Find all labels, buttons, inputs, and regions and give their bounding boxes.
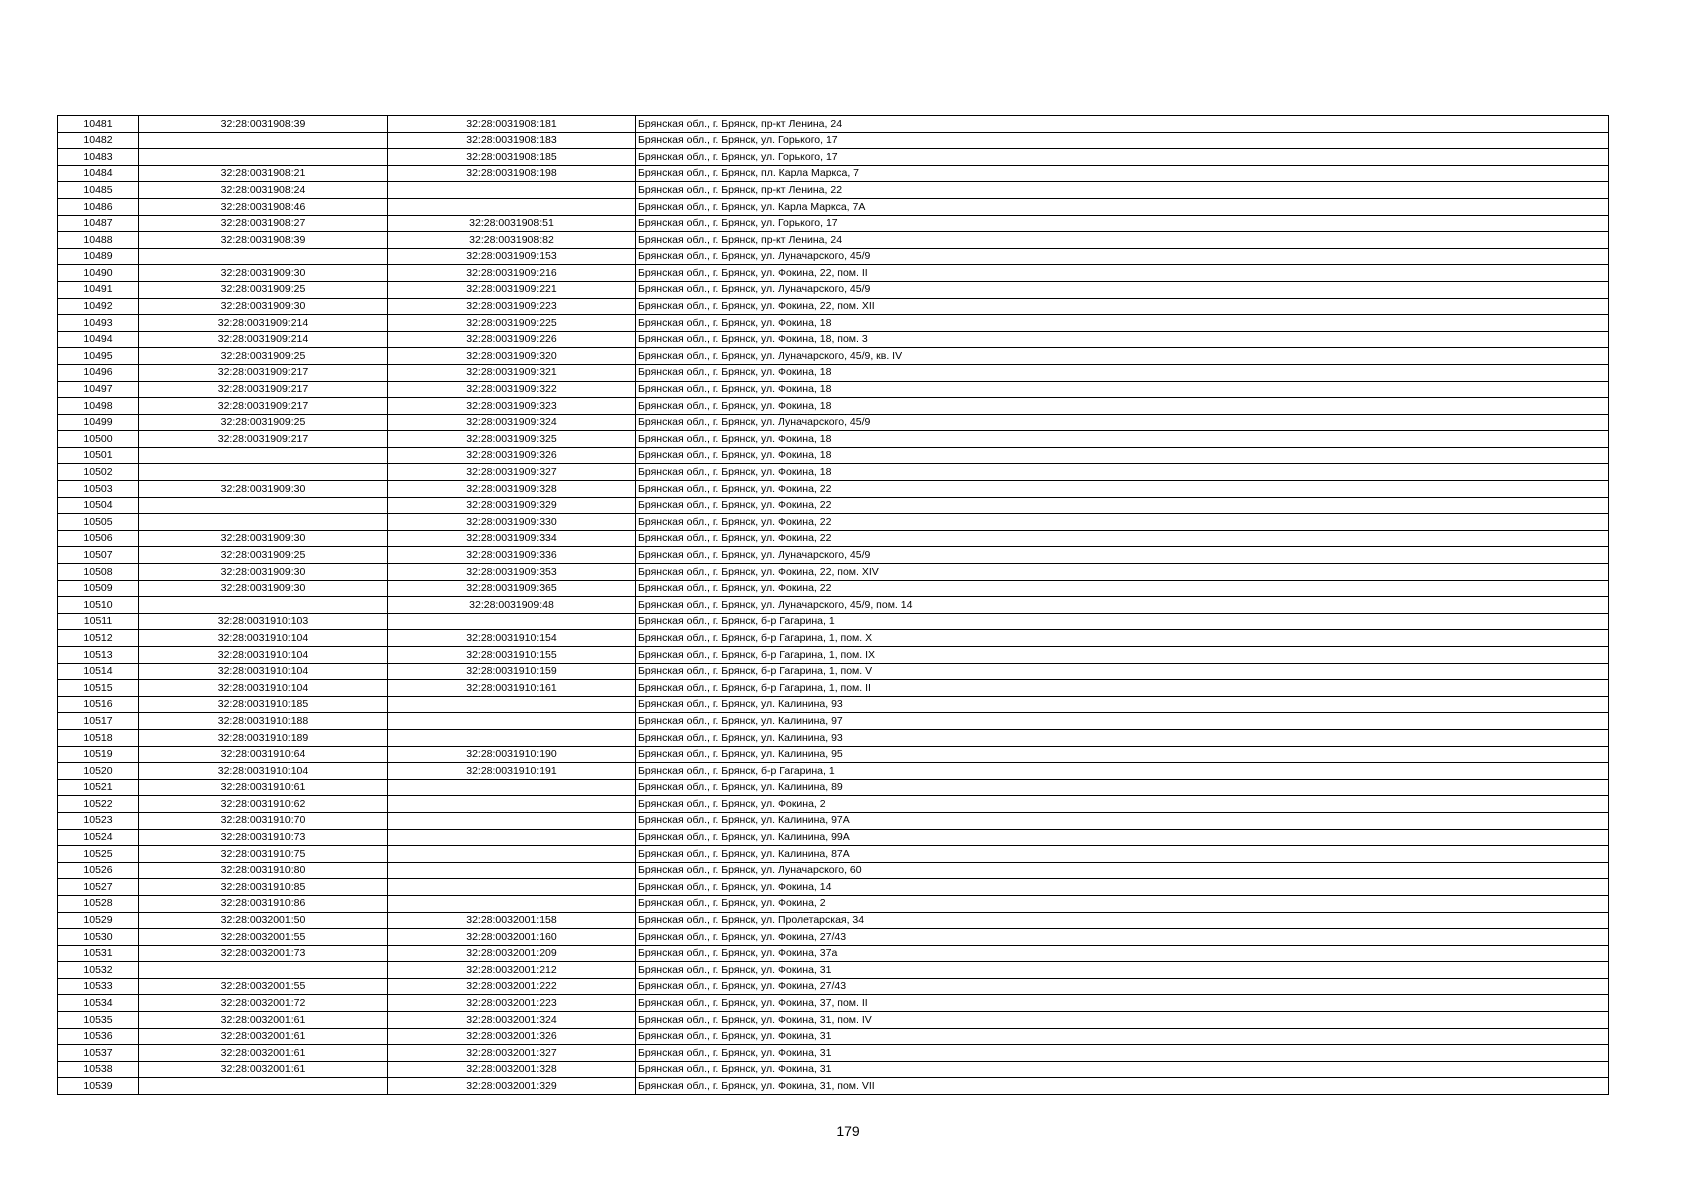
address-cell: Брянская обл., г. Брянск, ул. Калинина, 93: [636, 729, 1609, 746]
object-cadastral-number-cell: 32:28:0032001:324: [388, 1012, 636, 1029]
table-row: [58, 1078, 1609, 1095]
land-cadastral-number-cell: 32:28:0031910:85: [139, 879, 388, 896]
land-cadastral-number-cell: 32:28:0031908:46: [139, 198, 388, 215]
object-cadastral-number-cell: 32:28:0031910:191: [388, 763, 636, 780]
address-cell: Брянская обл., г. Брянск, ул. Калинина, 93: [636, 696, 1609, 713]
table-row: [58, 696, 1609, 713]
row-number-cell: 10537: [58, 1045, 139, 1062]
land-cadastral-number-cell: 32:28:0031909:25: [139, 414, 388, 431]
table-row: [58, 945, 1609, 962]
table-row: [58, 381, 1609, 398]
row-number-cell: 10484: [58, 165, 139, 182]
row-number-cell: 10519: [58, 746, 139, 763]
land-cadastral-number-cell: [139, 132, 388, 149]
address-cell: Брянская обл., г. Брянск, б-р Гагарина, 1: [636, 763, 1609, 780]
table-row: [58, 580, 1609, 597]
land-cadastral-number-cell: 32:28:0031909:217: [139, 398, 388, 415]
address-cell: Брянская обл., г. Брянск, ул. Фокина, 18: [636, 315, 1609, 332]
address-cell: Брянская обл., г. Брянск, ул. Фокина, 18: [636, 431, 1609, 448]
land-cadastral-number-cell: 32:28:0031909:30: [139, 265, 388, 282]
row-number-cell: 10505: [58, 514, 139, 531]
land-cadastral-number-cell: 32:28:0031909:30: [139, 564, 388, 581]
land-cadastral-number-cell: [139, 1078, 388, 1095]
row-number-cell: 10490: [58, 265, 139, 282]
row-number-cell: 10502: [58, 464, 139, 481]
address-cell: Брянская обл., г. Брянск, ул. Фокина, 31: [636, 962, 1609, 979]
row-number-cell: 10510: [58, 597, 139, 614]
object-cadastral-number-cell: 32:28:0031909:223: [388, 298, 636, 315]
row-number-cell: 10504: [58, 497, 139, 514]
row-number-cell: 10489: [58, 248, 139, 265]
table-row: [58, 232, 1609, 249]
table-row: [58, 132, 1609, 149]
address-cell: Брянская обл., г. Брянск, ул. Калинина, 97: [636, 713, 1609, 730]
table-row: [58, 414, 1609, 431]
address-cell: Брянская обл., г. Брянск, ул. Фокина, 14: [636, 879, 1609, 896]
row-number-cell: 10534: [58, 995, 139, 1012]
object-cadastral-number-cell: [388, 779, 636, 796]
object-cadastral-number-cell: [388, 796, 636, 813]
land-cadastral-number-cell: 32:28:0031909:30: [139, 580, 388, 597]
land-cadastral-number-cell: 32:28:0031908:21: [139, 165, 388, 182]
address-cell: Брянская обл., г. Брянск, ул. Фокина, 18: [636, 447, 1609, 464]
address-cell: Брянская обл., г. Брянск, ул. Фокина, 18, пом. 3: [636, 331, 1609, 348]
row-number-cell: 10487: [58, 215, 139, 232]
address-cell: Брянская обл., г. Брянск, ул. Фокина, 18: [636, 464, 1609, 481]
address-cell: Брянская обл., г. Брянск, ул. Фокина, 2: [636, 796, 1609, 813]
row-number-cell: 10527: [58, 879, 139, 896]
address-cell: Брянская обл., г. Брянск, ул. Фокина, 31: [636, 1045, 1609, 1062]
address-cell: Брянская обл., г. Брянск, ул. Фокина, 22: [636, 514, 1609, 531]
object-cadastral-number-cell: [388, 829, 636, 846]
address-cell: Брянская обл., г. Брянск, ул. Фокина, 2: [636, 895, 1609, 912]
address-cell: Брянская обл., г. Брянск, б-р Гагарина, 1, пом. V: [636, 663, 1609, 680]
table-row: [58, 182, 1609, 199]
object-cadastral-number-cell: 32:28:0031909:365: [388, 580, 636, 597]
object-cadastral-number-cell: 32:28:0031909:329: [388, 497, 636, 514]
row-number-cell: 10517: [58, 713, 139, 730]
address-cell: Брянская обл., г. Брянск, б-р Гагарина, 1: [636, 613, 1609, 630]
object-cadastral-number-cell: 32:28:0031910:159: [388, 663, 636, 680]
page-number: 179: [836, 1123, 860, 1139]
address-cell: Брянская обл., г. Брянск, ул. Луначарского, 45/9, пом. 14: [636, 597, 1609, 614]
address-cell: Брянская обл., г. Брянск, ул. Фокина, 27/43: [636, 978, 1609, 995]
address-cell: Брянская обл., г. Брянск, б-р Гагарина, 1, пом. II: [636, 680, 1609, 697]
object-cadastral-number-cell: 32:28:0031909:353: [388, 564, 636, 581]
land-cadastral-number-cell: 32:28:0031909:25: [139, 348, 388, 365]
land-cadastral-number-cell: 32:28:0032001:72: [139, 995, 388, 1012]
object-cadastral-number-cell: 32:28:0031909:328: [388, 481, 636, 498]
object-cadastral-number-cell: 32:28:0031910:155: [388, 647, 636, 664]
address-cell: Брянская обл., г. Брянск, ул. Фокина, 22: [636, 497, 1609, 514]
land-cadastral-number-cell: 32:28:0031909:217: [139, 431, 388, 448]
table-row: [58, 796, 1609, 813]
address-cell: Брянская обл., г. Брянск, ул. Калинина, 89: [636, 779, 1609, 796]
address-cell: Брянская обл., г. Брянск, ул. Фокина, 18: [636, 364, 1609, 381]
table-row: [58, 995, 1609, 1012]
row-number-cell: 10488: [58, 232, 139, 249]
object-cadastral-number-cell: 32:28:0031909:334: [388, 530, 636, 547]
land-cadastral-number-cell: 32:28:0031908:39: [139, 232, 388, 249]
land-cadastral-number-cell: 32:28:0032001:61: [139, 1061, 388, 1078]
table-row: [58, 829, 1609, 846]
land-cadastral-number-cell: [139, 962, 388, 979]
table-row: [58, 1028, 1609, 1045]
object-cadastral-number-cell: 32:28:0031909:323: [388, 398, 636, 415]
table-row: [58, 198, 1609, 215]
row-number-cell: 10521: [58, 779, 139, 796]
address-cell: Брянская обл., г. Брянск, ул. Фокина, 22, пом. XIV: [636, 564, 1609, 581]
table-row: [58, 812, 1609, 829]
object-cadastral-number-cell: [388, 696, 636, 713]
address-cell: Брянская обл., г. Брянск, ул. Фокина, 22: [636, 580, 1609, 597]
object-cadastral-number-cell: 32:28:0031910:190: [388, 746, 636, 763]
land-cadastral-number-cell: 32:28:0032001:61: [139, 1028, 388, 1045]
row-number-cell: 10508: [58, 564, 139, 581]
table-row: [58, 514, 1609, 531]
land-cadastral-number-cell: 32:28:0031910:62: [139, 796, 388, 813]
row-number-cell: 10536: [58, 1028, 139, 1045]
land-cadastral-number-cell: 32:28:0031910:185: [139, 696, 388, 713]
table-row: [58, 613, 1609, 630]
address-cell: Брянская обл., г. Брянск, ул. Луначарского, 45/9, кв. IV: [636, 348, 1609, 365]
table-row: [58, 630, 1609, 647]
address-cell: Брянская обл., г. Брянск, пр-кт Ленина, 24: [636, 116, 1609, 133]
land-cadastral-number-cell: [139, 514, 388, 531]
row-number-cell: 10515: [58, 680, 139, 697]
object-cadastral-number-cell: 32:28:0031909:153: [388, 248, 636, 265]
address-cell: Брянская обл., г. Брянск, ул. Калинина, 95: [636, 746, 1609, 763]
address-cell: Брянская обл., г. Брянск, ул. Фокина, 37а: [636, 945, 1609, 962]
row-number-cell: 10498: [58, 398, 139, 415]
address-cell: Брянская обл., г. Брянск, ул. Фокина, 22, пом. XII: [636, 298, 1609, 315]
table-row: [58, 912, 1609, 929]
row-number-cell: 10494: [58, 331, 139, 348]
address-cell: Брянская обл., г. Брянск, ул. Фокина, 31: [636, 1061, 1609, 1078]
land-cadastral-number-cell: 32:28:0031910:104: [139, 647, 388, 664]
land-cadastral-number-cell: 32:28:0031910:104: [139, 763, 388, 780]
object-cadastral-number-cell: 32:28:0031909:48: [388, 597, 636, 614]
land-cadastral-number-cell: 32:28:0031909:217: [139, 364, 388, 381]
object-cadastral-number-cell: 32:28:0031909:324: [388, 414, 636, 431]
table-row: [58, 265, 1609, 282]
registry-table: [57, 115, 1609, 1095]
table-row: [58, 530, 1609, 547]
address-cell: Брянская обл., г. Брянск, ул. Фокина, 31, пом. VII: [636, 1078, 1609, 1095]
address-cell: Брянская обл., г. Брянск, ул. Луначарского, 45/9: [636, 414, 1609, 431]
table-row: [58, 846, 1609, 863]
table-row: [58, 663, 1609, 680]
table-row: [58, 447, 1609, 464]
row-number-cell: 10514: [58, 663, 139, 680]
object-cadastral-number-cell: 32:28:0031908:181: [388, 116, 636, 133]
table-row: [58, 116, 1609, 133]
row-number-cell: 10526: [58, 862, 139, 879]
table-row: [58, 647, 1609, 664]
row-number-cell: 10496: [58, 364, 139, 381]
row-number-cell: 10493: [58, 315, 139, 332]
address-cell: Брянская обл., г. Брянск, б-р Гагарина, 1, пом. IX: [636, 647, 1609, 664]
land-cadastral-number-cell: 32:28:0031908:24: [139, 182, 388, 199]
table-row: [58, 149, 1609, 166]
address-cell: Брянская обл., г. Брянск, пр-кт Ленина, 22: [636, 182, 1609, 199]
row-number-cell: 10486: [58, 198, 139, 215]
object-cadastral-number-cell: 32:28:0031909:336: [388, 547, 636, 564]
row-number-cell: 10481: [58, 116, 139, 133]
object-cadastral-number-cell: 32:28:0031910:154: [388, 630, 636, 647]
row-number-cell: 10530: [58, 929, 139, 946]
object-cadastral-number-cell: 32:28:0032001:329: [388, 1078, 636, 1095]
table-row: [58, 978, 1609, 995]
land-cadastral-number-cell: 32:28:0032001:55: [139, 978, 388, 995]
table-row: [58, 1061, 1609, 1078]
object-cadastral-number-cell: 32:28:0032001:327: [388, 1045, 636, 1062]
row-number-cell: 10501: [58, 447, 139, 464]
registry-table-body: [58, 116, 1609, 1095]
row-number-cell: 10483: [58, 149, 139, 166]
land-cadastral-number-cell: 32:28:0031910:104: [139, 680, 388, 697]
object-cadastral-number-cell: 32:28:0031908:185: [388, 149, 636, 166]
object-cadastral-number-cell: 32:28:0031909:225: [388, 315, 636, 332]
address-cell: Брянская обл., г. Брянск, ул. Пролетарская, 34: [636, 912, 1609, 929]
object-cadastral-number-cell: [388, 846, 636, 863]
row-number-cell: 10482: [58, 132, 139, 149]
land-cadastral-number-cell: 32:28:0032001:73: [139, 945, 388, 962]
row-number-cell: 10518: [58, 729, 139, 746]
land-cadastral-number-cell: 32:28:0031910:189: [139, 729, 388, 746]
table-row: [58, 729, 1609, 746]
table-row: [58, 215, 1609, 232]
object-cadastral-number-cell: [388, 713, 636, 730]
row-number-cell: 10522: [58, 796, 139, 813]
table-row: [58, 348, 1609, 365]
table-row: [58, 746, 1609, 763]
table-row: [58, 464, 1609, 481]
row-number-cell: 10516: [58, 696, 139, 713]
land-cadastral-number-cell: 32:28:0031909:30: [139, 530, 388, 547]
row-number-cell: 10528: [58, 895, 139, 912]
object-cadastral-number-cell: [388, 879, 636, 896]
table-row: [58, 1012, 1609, 1029]
row-number-cell: 10538: [58, 1061, 139, 1078]
address-cell: Брянская обл., г. Брянск, б-р Гагарина, 1, пом. X: [636, 630, 1609, 647]
object-cadastral-number-cell: 32:28:0031909:320: [388, 348, 636, 365]
object-cadastral-number-cell: 32:28:0032001:223: [388, 995, 636, 1012]
land-cadastral-number-cell: [139, 248, 388, 265]
row-number-cell: 10531: [58, 945, 139, 962]
land-cadastral-number-cell: 32:28:0031910:80: [139, 862, 388, 879]
land-cadastral-number-cell: 32:28:0031909:30: [139, 298, 388, 315]
object-cadastral-number-cell: 32:28:0031909:221: [388, 281, 636, 298]
row-number-cell: 10535: [58, 1012, 139, 1029]
address-cell: Брянская обл., г. Брянск, пл. Карла Маркса, 7: [636, 165, 1609, 182]
land-cadastral-number-cell: 32:28:0031910:86: [139, 895, 388, 912]
object-cadastral-number-cell: 32:28:0031909:327: [388, 464, 636, 481]
row-number-cell: 10503: [58, 481, 139, 498]
object-cadastral-number-cell: 32:28:0031909:322: [388, 381, 636, 398]
land-cadastral-number-cell: 32:28:0031910:103: [139, 613, 388, 630]
object-cadastral-number-cell: 32:28:0031909:216: [388, 265, 636, 282]
table-row: [58, 547, 1609, 564]
table-row: [58, 165, 1609, 182]
land-cadastral-number-cell: [139, 497, 388, 514]
land-cadastral-number-cell: 32:28:0031910:73: [139, 829, 388, 846]
land-cadastral-number-cell: 32:28:0031910:70: [139, 812, 388, 829]
address-cell: Брянская обл., г. Брянск, ул. Горького, 17: [636, 149, 1609, 166]
row-number-cell: 10532: [58, 962, 139, 979]
row-number-cell: 10511: [58, 613, 139, 630]
table-row: [58, 315, 1609, 332]
table-row: [58, 962, 1609, 979]
object-cadastral-number-cell: 32:28:0031908:82: [388, 232, 636, 249]
row-number-cell: 10520: [58, 763, 139, 780]
table-row: [58, 763, 1609, 780]
table-row: [58, 331, 1609, 348]
table-row: [58, 779, 1609, 796]
row-number-cell: 10529: [58, 912, 139, 929]
object-cadastral-number-cell: [388, 729, 636, 746]
table-row: [58, 248, 1609, 265]
address-cell: Брянская обл., г. Брянск, ул. Фокина, 31, пом. IV: [636, 1012, 1609, 1029]
object-cadastral-number-cell: 32:28:0031910:161: [388, 680, 636, 697]
address-cell: Брянская обл., г. Брянск, ул. Горького, 17: [636, 215, 1609, 232]
land-cadastral-number-cell: 32:28:0031908:27: [139, 215, 388, 232]
land-cadastral-number-cell: 32:28:0031908:39: [139, 116, 388, 133]
row-number-cell: 10509: [58, 580, 139, 597]
table-row: [58, 597, 1609, 614]
object-cadastral-number-cell: 32:28:0032001:160: [388, 929, 636, 946]
row-number-cell: 10512: [58, 630, 139, 647]
land-cadastral-number-cell: 32:28:0032001:50: [139, 912, 388, 929]
object-cadastral-number-cell: 32:28:0031908:51: [388, 215, 636, 232]
table-row: [58, 298, 1609, 315]
object-cadastral-number-cell: 32:28:0031908:183: [388, 132, 636, 149]
table-row: [58, 713, 1609, 730]
row-number-cell: 10497: [58, 381, 139, 398]
object-cadastral-number-cell: 32:28:0032001:158: [388, 912, 636, 929]
land-cadastral-number-cell: 32:28:0031909:214: [139, 331, 388, 348]
row-number-cell: 10485: [58, 182, 139, 199]
land-cadastral-number-cell: 32:28:0031910:104: [139, 630, 388, 647]
land-cadastral-number-cell: [139, 149, 388, 166]
address-cell: Брянская обл., г. Брянск, ул. Горького, 17: [636, 132, 1609, 149]
row-number-cell: 10500: [58, 431, 139, 448]
object-cadastral-number-cell: 32:28:0031909:325: [388, 431, 636, 448]
object-cadastral-number-cell: 32:28:0032001:209: [388, 945, 636, 962]
object-cadastral-number-cell: 32:28:0032001:328: [388, 1061, 636, 1078]
row-number-cell: 10533: [58, 978, 139, 995]
land-cadastral-number-cell: [139, 464, 388, 481]
row-number-cell: 10507: [58, 547, 139, 564]
address-cell: Брянская обл., г. Брянск, ул. Фокина, 22: [636, 530, 1609, 547]
table-row: [58, 895, 1609, 912]
address-cell: Брянская обл., г. Брянск, ул. Луначарского, 45/9: [636, 281, 1609, 298]
land-cadastral-number-cell: 32:28:0031909:30: [139, 481, 388, 498]
row-number-cell: 10524: [58, 829, 139, 846]
row-number-cell: 10506: [58, 530, 139, 547]
table-row: [58, 398, 1609, 415]
table-row: [58, 680, 1609, 697]
object-cadastral-number-cell: [388, 862, 636, 879]
row-number-cell: 10525: [58, 846, 139, 863]
object-cadastral-number-cell: 32:28:0031909:321: [388, 364, 636, 381]
object-cadastral-number-cell: 32:28:0031909:326: [388, 447, 636, 464]
object-cadastral-number-cell: [388, 613, 636, 630]
object-cadastral-number-cell: 32:28:0031909:226: [388, 331, 636, 348]
object-cadastral-number-cell: 32:28:0032001:326: [388, 1028, 636, 1045]
address-cell: Брянская обл., г. Брянск, ул. Калинина, 99А: [636, 829, 1609, 846]
address-cell: Брянская обл., г. Брянск, ул. Карла Маркса, 7А: [636, 198, 1609, 215]
object-cadastral-number-cell: 32:28:0032001:212: [388, 962, 636, 979]
row-number-cell: 10523: [58, 812, 139, 829]
address-cell: Брянская обл., г. Брянск, ул. Фокина, 22: [636, 481, 1609, 498]
land-cadastral-number-cell: 32:28:0031909:214: [139, 315, 388, 332]
address-cell: Брянская обл., г. Брянск, ул. Луначарского, 45/9: [636, 547, 1609, 564]
land-cadastral-number-cell: 32:28:0031910:188: [139, 713, 388, 730]
address-cell: Брянская обл., г. Брянск, ул. Фокина, 31: [636, 1028, 1609, 1045]
land-cadastral-number-cell: 32:28:0031910:61: [139, 779, 388, 796]
land-cadastral-number-cell: 32:28:0031910:104: [139, 663, 388, 680]
land-cadastral-number-cell: [139, 447, 388, 464]
row-number-cell: 10499: [58, 414, 139, 431]
address-cell: Брянская обл., г. Брянск, пр-кт Ленина, 24: [636, 232, 1609, 249]
land-cadastral-number-cell: 32:28:0032001:61: [139, 1012, 388, 1029]
address-cell: Брянская обл., г. Брянск, ул. Фокина, 18: [636, 398, 1609, 415]
row-number-cell: 10495: [58, 348, 139, 365]
address-cell: Брянская обл., г. Брянск, ул. Калинина, 87А: [636, 846, 1609, 863]
land-cadastral-number-cell: 32:28:0031910:64: [139, 746, 388, 763]
land-cadastral-number-cell: 32:28:0031910:75: [139, 846, 388, 863]
table-row: [58, 1045, 1609, 1062]
address-cell: Брянская обл., г. Брянск, ул. Луначарского, 45/9: [636, 248, 1609, 265]
row-number-cell: 10539: [58, 1078, 139, 1095]
address-cell: Брянская обл., г. Брянск, ул. Луначарского, 60: [636, 862, 1609, 879]
object-cadastral-number-cell: 32:28:0031909:330: [388, 514, 636, 531]
row-number-cell: 10491: [58, 281, 139, 298]
table-row: [58, 564, 1609, 581]
address-cell: Брянская обл., г. Брянск, ул. Фокина, 37, пом. II: [636, 995, 1609, 1012]
table-row: [58, 431, 1609, 448]
row-number-cell: 10492: [58, 298, 139, 315]
object-cadastral-number-cell: [388, 812, 636, 829]
table-row: [58, 364, 1609, 381]
object-cadastral-number-cell: 32:28:0032001:222: [388, 978, 636, 995]
land-cadastral-number-cell: 32:28:0032001:61: [139, 1045, 388, 1062]
land-cadastral-number-cell: 32:28:0031909:217: [139, 381, 388, 398]
table-row: [58, 929, 1609, 946]
row-number-cell: 10513: [58, 647, 139, 664]
address-cell: Брянская обл., г. Брянск, ул. Фокина, 27/43: [636, 929, 1609, 946]
land-cadastral-number-cell: 32:28:0032001:55: [139, 929, 388, 946]
object-cadastral-number-cell: [388, 895, 636, 912]
object-cadastral-number-cell: 32:28:0031908:198: [388, 165, 636, 182]
land-cadastral-number-cell: [139, 597, 388, 614]
table-row: [58, 497, 1609, 514]
object-cadastral-number-cell: [388, 198, 636, 215]
address-cell: Брянская обл., г. Брянск, ул. Фокина, 22, пом. II: [636, 265, 1609, 282]
table-row: [58, 281, 1609, 298]
address-cell: Брянская обл., г. Брянск, ул. Фокина, 18: [636, 381, 1609, 398]
table-row: [58, 879, 1609, 896]
address-cell: Брянская обл., г. Брянск, ул. Калинина, 97А: [636, 812, 1609, 829]
table-row: [58, 862, 1609, 879]
table-row: [58, 481, 1609, 498]
land-cadastral-number-cell: 32:28:0031909:25: [139, 547, 388, 564]
object-cadastral-number-cell: [388, 182, 636, 199]
land-cadastral-number-cell: 32:28:0031909:25: [139, 281, 388, 298]
